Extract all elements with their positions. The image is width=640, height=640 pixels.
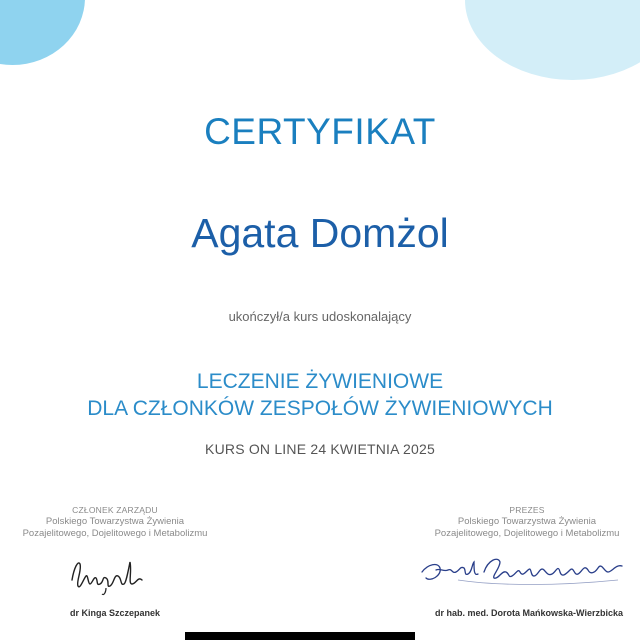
signatory-right-name: dr hab. med. Dorota Mańkowska-Wierzbicka xyxy=(435,608,623,618)
signatory-right-org-line2: Pozajelitowego, Dojelitowego i Metabolizmu xyxy=(434,528,620,539)
decorative-blob-right xyxy=(465,0,640,80)
decorative-blob-left xyxy=(0,0,85,65)
course-title-line1: LECZENIE ŻYWIENIOWE xyxy=(196,370,444,393)
signatory-right-org-line1: Polskiego Towarzystwa Żywienia xyxy=(457,516,597,527)
course-title xyxy=(0,368,640,422)
course-info: KURS ON LINE 24 KWIETNIA 2025 xyxy=(205,441,435,457)
bottom-black-bar xyxy=(185,632,415,640)
signatory-left-org-line2: Pozajelitowego, Dojelitowego i Metabolizmu xyxy=(22,528,208,539)
signature-left-handwritten xyxy=(62,550,152,598)
signatory-right-block xyxy=(432,504,622,540)
signature-right-handwritten xyxy=(418,550,630,598)
course-title-line2: DLA CZŁONKÓW ZESPOŁÓW ŻYWIENIOWYCH xyxy=(87,397,553,420)
recipient-name: Agata Domżol xyxy=(191,210,449,256)
signatory-left-block xyxy=(20,504,210,540)
completion-text: ukończył/a kurs udoskonalający xyxy=(228,309,412,324)
signatory-right-role: PREZES xyxy=(509,505,545,515)
signatory-left-org-line1: Polskiego Towarzystwa Żywienia xyxy=(45,516,185,527)
certificate-title: CERTYFIKAT xyxy=(204,111,436,152)
signatory-left-role: CZŁONEK ZARZĄDU xyxy=(72,505,158,515)
signatory-left-name: dr Kinga Szczepanek xyxy=(69,608,161,618)
